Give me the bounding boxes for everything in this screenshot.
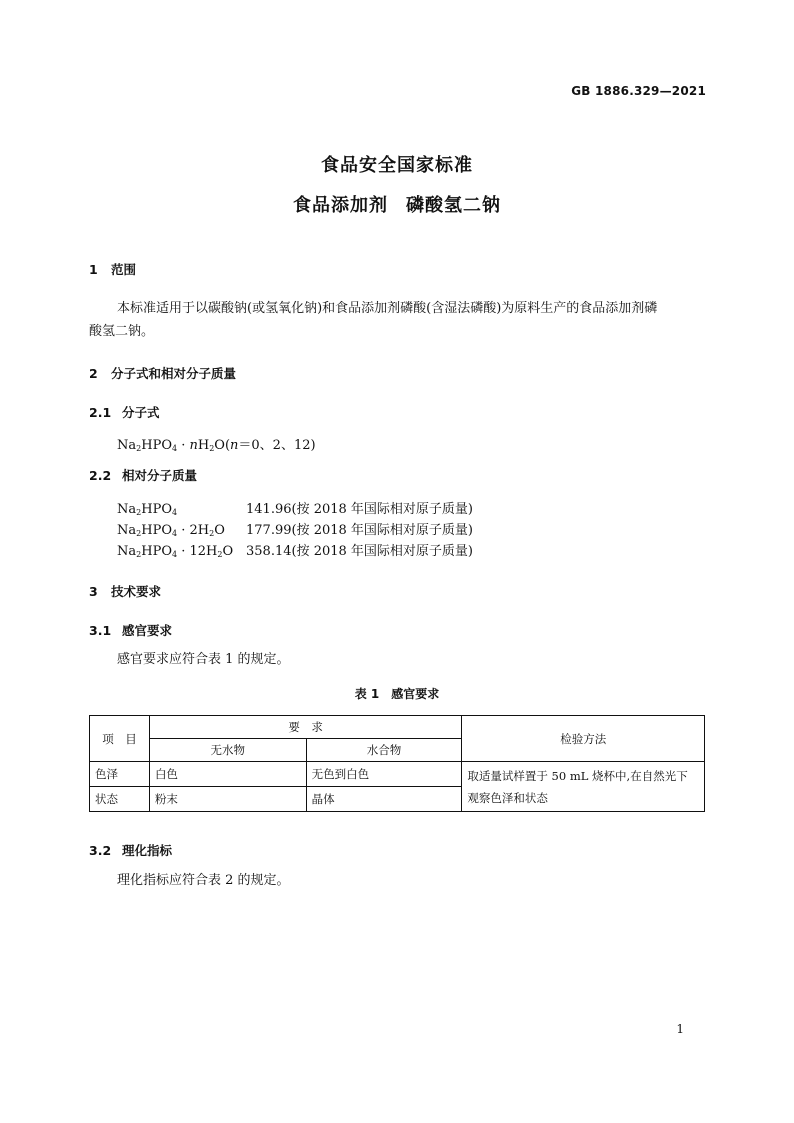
section-1-heading	[89, 260, 136, 278]
standard-code: GB 1886.329—2021	[571, 84, 706, 98]
table-number: 表 1	[354, 687, 380, 701]
document-title-line2	[0, 191, 794, 217]
section-number: 3.2	[89, 843, 112, 858]
sensory-requirements-table	[89, 715, 705, 812]
section-3-1-heading	[89, 621, 172, 639]
cell-item: 色泽	[90, 762, 150, 787]
header-requirement: 要 求	[149, 716, 461, 739]
section-number: 1	[89, 262, 98, 277]
cell-hydrate: 晶体	[306, 787, 462, 812]
header-anhydrous: 无水物	[149, 739, 306, 762]
section-title: 技术要求	[111, 584, 162, 599]
section-title: 相对分子质量	[122, 468, 198, 483]
method-text-line1: 取适量试样置于 50 mL 烧杯中,在自然光下	[467, 768, 688, 783]
section-2-heading	[89, 364, 236, 382]
cell-anhydrous: 白色	[149, 762, 306, 787]
document-title-line1: 食品安全国家标准	[321, 155, 473, 176]
section-title: 分子式和相对分子质量	[111, 366, 237, 381]
header-method: 检验方法	[462, 716, 705, 762]
section-3-heading	[89, 582, 161, 600]
molecular-mass-row: $Na_2HPO_4$ 141.96(按 2018 年国际相对原子质量)	[117, 502, 473, 517]
header-item: 项 目	[90, 716, 150, 762]
section-title: 分子式	[122, 405, 160, 420]
molecular-mass-row: $Na_2HPO_4 \cdot 12H_2O$ 358.14(按 2018 年国际相对原子质量)	[117, 544, 473, 559]
cell-anhydrous: 粉末	[149, 787, 306, 812]
section-3-1-paragraph: 感官要求应符合表 1 的规定。	[117, 652, 290, 667]
table-row	[90, 762, 705, 787]
section-number: 2.2	[89, 468, 112, 483]
title-part-additive: 食品添加剂	[293, 195, 388, 216]
page-number: 1	[676, 1022, 684, 1036]
cell-item: 状态	[90, 787, 150, 812]
section-number: 3.1	[89, 623, 112, 638]
table-1-caption	[0, 685, 794, 702]
section-title: 理化指标	[122, 843, 173, 858]
table-title: 感官要求	[391, 687, 440, 701]
method-text-line2: 观察色泽和状态	[467, 790, 548, 805]
section-1-paragraph-line2: 酸氢二钠。	[89, 324, 155, 339]
section-1-paragraph-line1: 本标准适用于以碳酸钠(或氢氧化钠)和食品添加剂磷酸(含湿法磷酸)为原料生产的食品添加剂磷	[117, 301, 658, 316]
section-3-2-paragraph: 理化指标应符合表 2 的规定。	[117, 873, 290, 888]
cell-method	[462, 762, 705, 812]
molecular-formula: $Na_2HPO_4 \cdot nH_2O(n=0$、2、12)	[117, 438, 316, 453]
section-number: 2	[89, 366, 98, 381]
section-3-2-heading	[89, 841, 172, 859]
molecular-mass-row: $Na_2HPO_4 \cdot 2H_2O$ 177.99(按 2018 年国际相对原子质量)	[117, 523, 473, 538]
table-header-row	[90, 716, 705, 739]
section-2-2-heading	[89, 466, 197, 484]
section-number: 2.1	[89, 405, 112, 420]
section-title: 感官要求	[122, 623, 173, 638]
section-2-1-heading	[89, 403, 160, 421]
cell-hydrate: 无色到白色	[306, 762, 462, 787]
section-number: 3	[89, 584, 98, 599]
title-part-product: 磷酸氢二钠	[406, 195, 501, 216]
header-hydrate: 水合物	[306, 739, 462, 762]
section-title: 范围	[111, 262, 137, 277]
